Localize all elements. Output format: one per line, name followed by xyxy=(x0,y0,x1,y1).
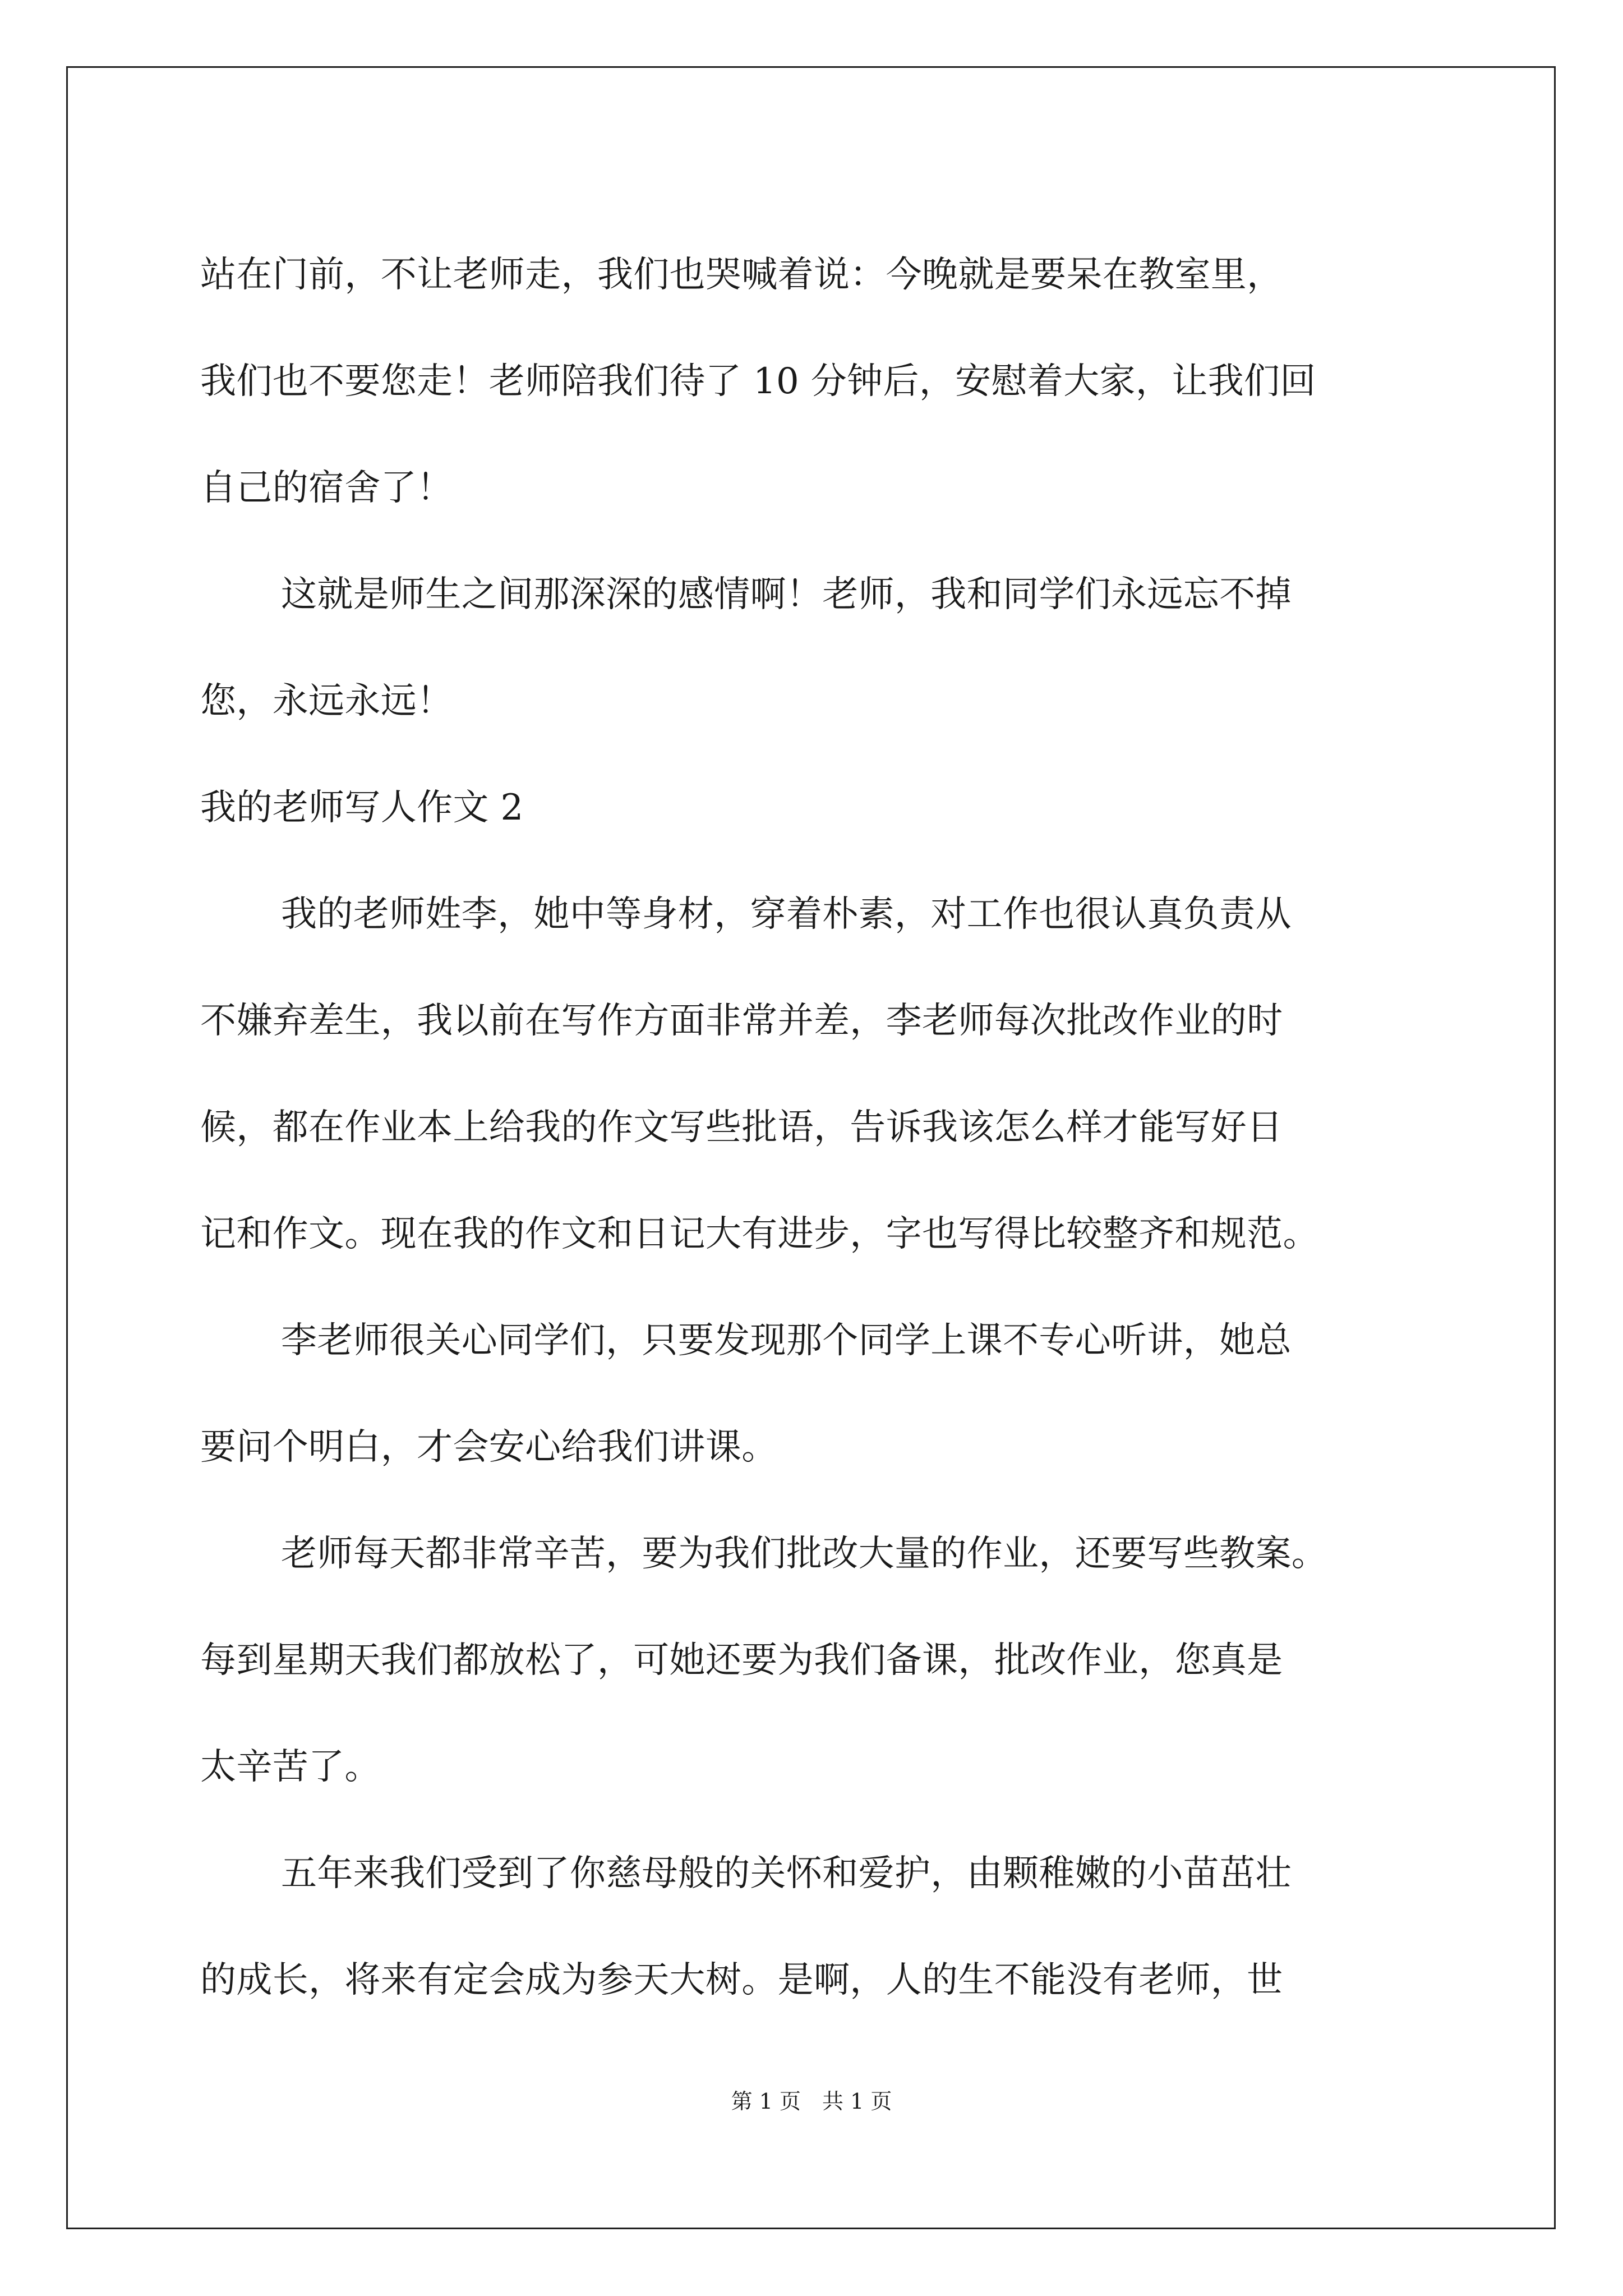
text-line-2: 我们也不要您走！老师陪我们待了 10 分钟后，安慰着大家，让我们回 xyxy=(200,361,1316,402)
document-body xyxy=(200,222,1428,2033)
page-footer: 第 1 页 共 1 页 xyxy=(731,2089,892,2114)
text-line-16: 五年来我们受到了你慈母般的关怀和爱护，由颗稚嫩的小苗茁壮 xyxy=(281,1853,1292,1894)
text-line-9: 候，都在作业本上给我的作文写些批语，告诉我该怎么样才能写好日 xyxy=(200,1107,1283,1148)
text-line-14: 每到星期天我们都放松了，可她还要为我们备课，批改作业，您真是 xyxy=(200,1640,1283,1681)
text-line-13: 老师每天都非常辛苦，要为我们批改大量的作业，还要写些教案。 xyxy=(281,1533,1328,1575)
text-line-1: 站在门前，不让老师走，我们也哭喊着说：今晚就是要呆在教室里， xyxy=(200,254,1283,296)
section-heading: 我的老师写人作文 2 xyxy=(200,787,524,829)
text-line-3: 自己的宿舍了！ xyxy=(200,467,453,509)
text-line-4: 这就是师生之间那深深的感情啊！老师，我和同学们永远忘不掉 xyxy=(281,574,1292,615)
text-line-5: 您，永远永远！ xyxy=(200,680,453,722)
text-line-15: 太辛苦了。 xyxy=(200,1746,381,1788)
text-line-12: 要问个明白，才会安心给我们讲课。 xyxy=(200,1427,778,1468)
text-line-8: 不嫌弃差生，我以前在写作方面非常并差，李老师每次批改作业的时 xyxy=(200,1000,1283,1042)
text-line-7: 我的老师姓李，她中等身材，穿着朴素，对工作也很认真负责从 xyxy=(281,894,1292,935)
text-line-10: 记和作文。现在我的作文和日记大有进步，字也写得比较整齐和规范。 xyxy=(200,1213,1319,1255)
text-line-17: 的成长，将来有定会成为参天大树。是啊，人的生不能没有老师，世 xyxy=(200,1959,1283,2001)
text-line-11: 李老师很关心同学们，只要发现那个同学上课不专心听讲，她总 xyxy=(281,1320,1292,1361)
